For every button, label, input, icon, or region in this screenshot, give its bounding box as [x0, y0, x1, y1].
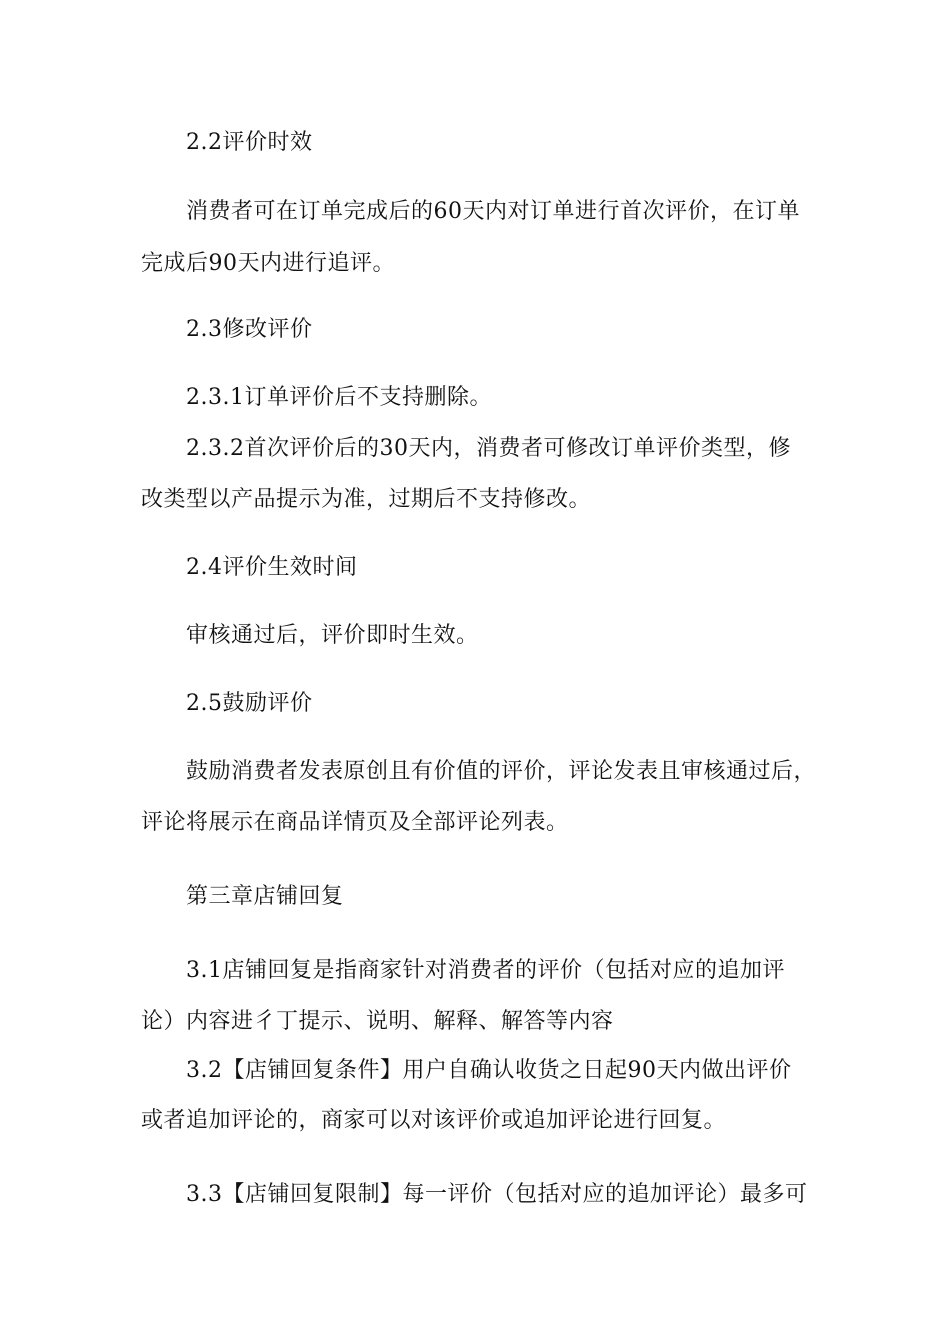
paragraph-line: 审核通过后，评价即时生效。: [186, 623, 479, 648]
section-heading-2-4: 2.4评价生效时间: [186, 555, 358, 580]
paragraph-line: 评论将展示在商品详情页及全部评论列表。: [141, 810, 569, 835]
section-heading-2-5: 2.5鼓励评价: [186, 691, 313, 716]
paragraph-line: 或者追加评论的，商家可以对该评价或追加评论进行回复。: [141, 1108, 727, 1133]
paragraph-line: 3.2【店铺回复条件】用户自确认收货之日起90天内做出评价: [186, 1058, 792, 1083]
paragraph-line: 论）内容进彳丁提示、说明、解释、解答等内容: [141, 1009, 614, 1034]
paragraph-line: 2.3.1订单评价后不支持删除。: [186, 385, 492, 410]
section-heading-2-3: 2.3修改评价: [186, 317, 313, 342]
paragraph-line: 完成后90天内进行追评。: [141, 251, 395, 276]
paragraph-line: 3.1店铺回复是指商家针对消费者的评价（包括对应的追加评: [186, 958, 785, 983]
paragraph-line: 3.3【店铺回复限制】每一评价（包括对应的追加评论）最多可: [186, 1182, 808, 1207]
section-heading-2-2: 2.2评价时效: [186, 130, 313, 155]
paragraph-line: 改类型以产品提示为准，过期后不支持修改。: [141, 487, 592, 512]
paragraph-line: 2.3.2首次评价后的30天内，消费者可修改订单评价类型，修: [186, 436, 791, 461]
paragraph-line: 鼓励消费者发表原创且有价值的评价，评论发表且审核通过后，: [186, 759, 817, 784]
chapter-heading: 第三章店铺回复: [186, 884, 344, 909]
paragraph-line: 消费者可在订单完成后的60天内对订单进行首次评价，在订单: [186, 199, 800, 224]
